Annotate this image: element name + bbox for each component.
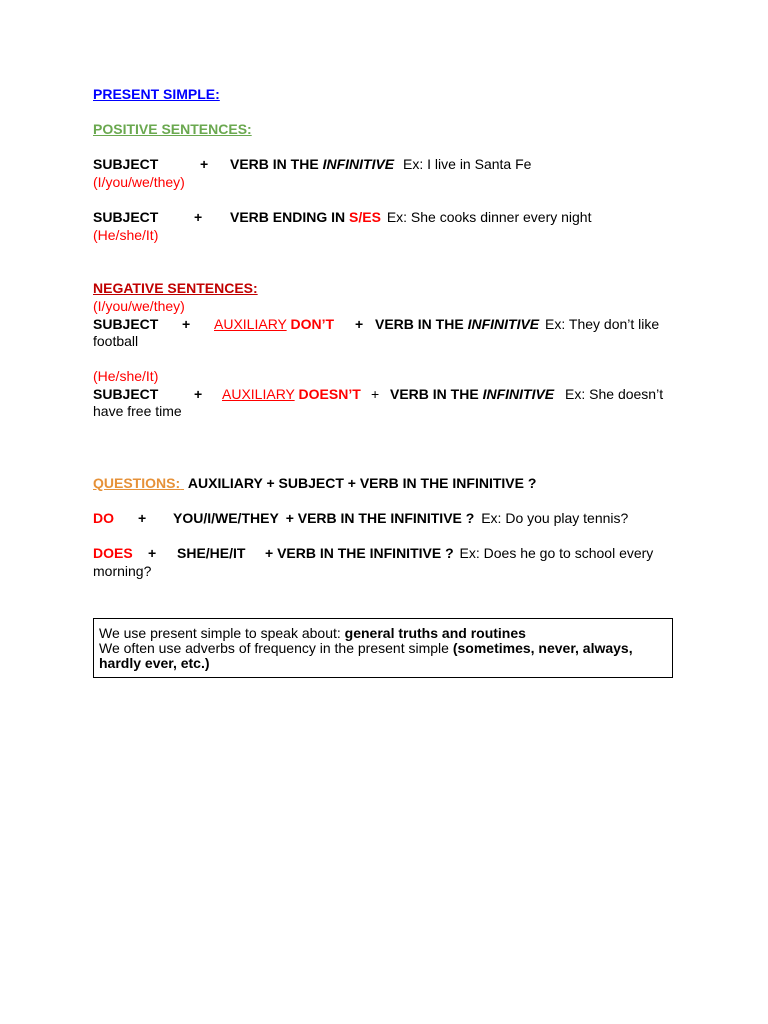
auxiliary-verb: DOESN’T bbox=[298, 385, 361, 402]
question-rule-do bbox=[93, 510, 673, 528]
note-box bbox=[93, 618, 673, 678]
example-sentence: Ex: Do you play tennis? bbox=[481, 510, 629, 526]
auxiliary-label: AUXILIARY bbox=[214, 315, 287, 332]
pronoun-group: (He/she/It) bbox=[93, 226, 159, 243]
subject-label: SUBJECT bbox=[93, 209, 159, 225]
verb-label: + VERB IN THE INFINITIVE ? bbox=[265, 545, 454, 561]
note-adverbs-text: We often use adverbs of frequency in the present simple bbox=[99, 640, 449, 656]
infinitive-label: INFINITIVE bbox=[467, 315, 540, 332]
subject-pronouns: YOU/I/WE/THEY bbox=[173, 510, 279, 526]
negative-heading: NEGATIVE SENTENCES: bbox=[93, 280, 258, 296]
questions-heading: QUESTIONS: bbox=[93, 475, 181, 491]
plus-sign: + bbox=[371, 385, 380, 402]
example-sentence: Ex: She cooks dinner every night bbox=[386, 209, 592, 225]
plus-sign: + bbox=[200, 156, 209, 172]
infinitive-label: INFINITIVE bbox=[482, 385, 555, 402]
verb-label: + VERB IN THE INFINITIVE ? bbox=[285, 510, 475, 526]
plus-sign: + bbox=[138, 510, 147, 526]
note-usage-text: We use present simple to speak about: bbox=[99, 625, 341, 641]
negative-rule-plural bbox=[93, 298, 673, 351]
pronoun-group: (I/you/we/they) bbox=[93, 173, 185, 190]
note-line-adverbs bbox=[99, 641, 666, 671]
positive-heading: POSITIVE SENTENCES: bbox=[93, 121, 252, 137]
note-usage-emphasis: general truths and routines bbox=[344, 625, 526, 641]
question-formula: AUXILIARY + SUBJECT + VERB IN THE INFINITIVE ? bbox=[187, 475, 537, 491]
pronoun-group: (I/you/we/they) bbox=[93, 298, 185, 314]
questions-heading-block bbox=[93, 475, 673, 493]
example-sentence: Ex: I live in Santa Fe bbox=[403, 156, 532, 172]
verb-ending: S/ES bbox=[349, 209, 381, 225]
auxiliary-verb: DO bbox=[93, 510, 114, 526]
subject-label: SUBJECT bbox=[93, 315, 159, 332]
pronoun-group: (He/she/It) bbox=[93, 368, 159, 384]
page-title: PRESENT SIMPLE: bbox=[93, 86, 220, 102]
positive-heading-block bbox=[93, 121, 673, 139]
auxiliary-verb: DON’T bbox=[290, 315, 335, 332]
subject-pronouns: SHE/HE/IT bbox=[177, 545, 246, 561]
example-sentence: Ex: They don’t like football bbox=[93, 315, 660, 350]
verb-label: VERB IN THE bbox=[390, 385, 479, 402]
title-block bbox=[93, 86, 673, 104]
auxiliary-label: AUXILIARY bbox=[222, 385, 295, 402]
infinitive-label: INFINITIVE bbox=[322, 156, 395, 172]
example-sentence: Ex: She doesn’t have free time bbox=[93, 385, 664, 420]
verb-label: VERB IN THE bbox=[230, 156, 319, 172]
question-rule-does bbox=[93, 545, 673, 580]
negative-rule-third-person bbox=[93, 368, 673, 421]
subject-label: SUBJECT bbox=[93, 385, 159, 402]
negative-heading-block bbox=[93, 280, 673, 298]
subject-label: SUBJECT bbox=[93, 156, 159, 172]
positive-formula bbox=[93, 156, 673, 174]
negative-formula bbox=[93, 386, 673, 421]
note-adverbs-list: (sometimes, never, always, hardly ever, etc.) bbox=[99, 640, 633, 671]
negative-formula bbox=[93, 316, 673, 351]
verb-label: VERB ENDING IN bbox=[230, 209, 346, 225]
auxiliary-verb: DOES bbox=[93, 545, 133, 561]
auxiliary-group bbox=[222, 386, 371, 404]
plus-sign: + bbox=[194, 385, 203, 402]
plus-sign: + bbox=[194, 209, 203, 225]
plus-sign: + bbox=[355, 315, 364, 332]
positive-rule-third-person bbox=[93, 209, 673, 244]
auxiliary-group bbox=[214, 316, 355, 334]
example-sentence: Ex: Does he go to school every morning? bbox=[93, 545, 654, 579]
plus-sign: + bbox=[182, 315, 191, 332]
verb-label: VERB IN THE bbox=[375, 315, 464, 332]
positive-rule-plural bbox=[93, 156, 673, 191]
note-line-usage bbox=[99, 626, 666, 641]
positive-formula bbox=[93, 209, 673, 227]
plus-sign: + bbox=[148, 545, 157, 561]
